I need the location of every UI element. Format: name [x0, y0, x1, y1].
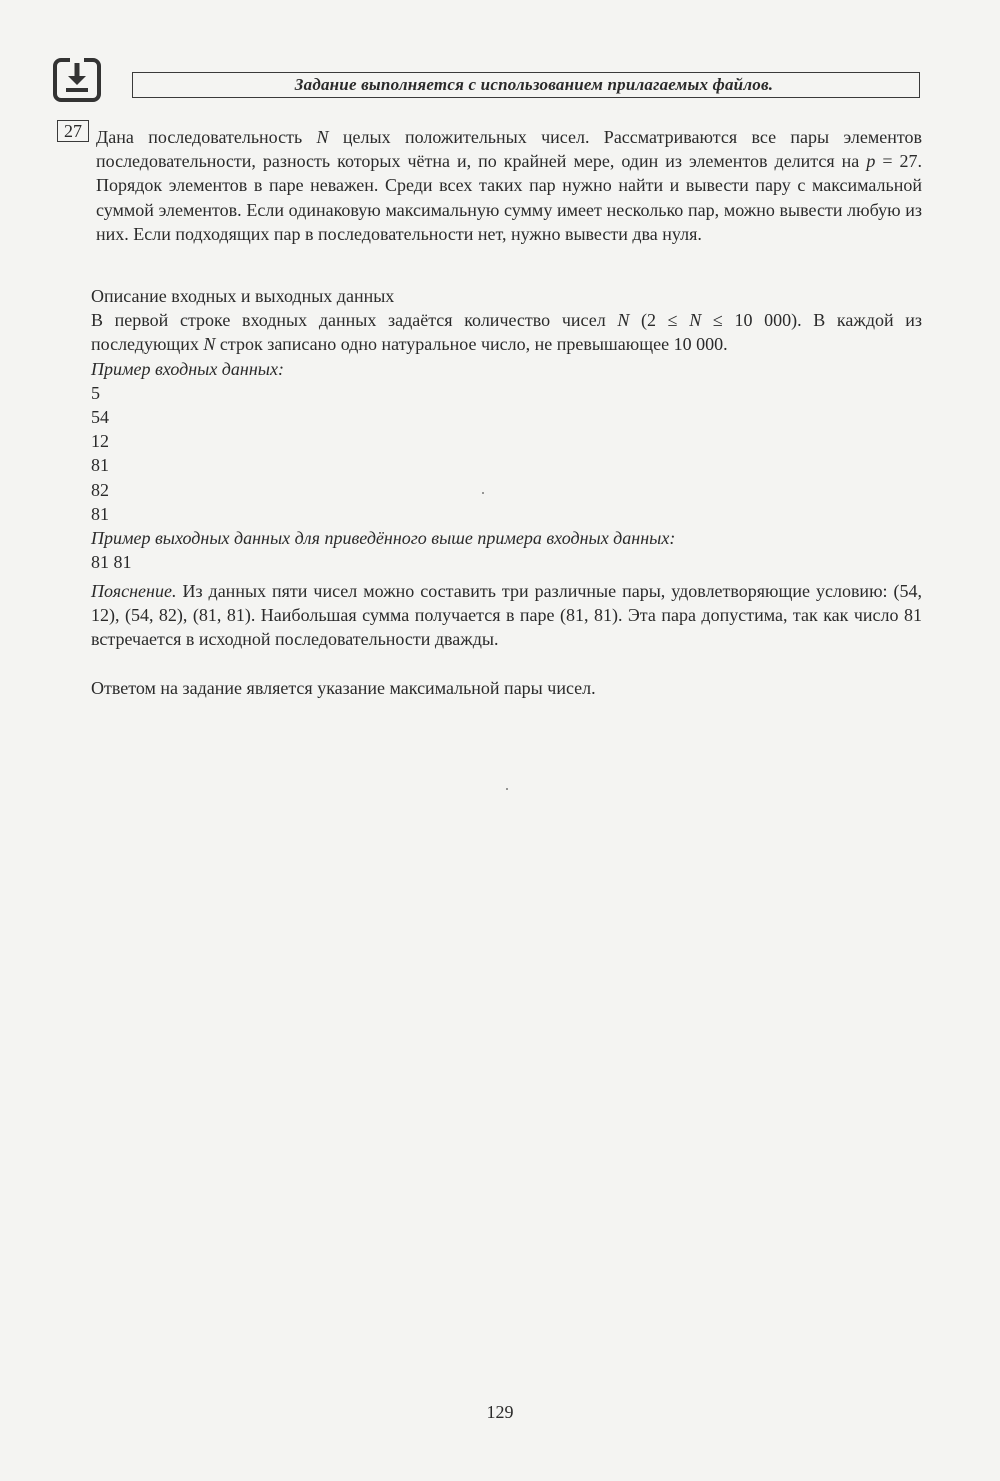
scan-speck [482, 492, 484, 494]
input-example-label: Пример входных данных: [91, 358, 284, 379]
input-example-line: 5 [91, 382, 100, 403]
statement-part: = 27. Порядок элементов в паре неважен. Среди всех таких пар нужно найти и вывести пару с максимальной суммой элементов. Если одинаковую максимальную сумму имеет несколько пар, можно вывести любую из них. Если подходящих пар в последовательности нет, нужно вывести два нуля. [96, 151, 922, 244]
answer-note: Ответом на задание является указание максимальной пары чисел. [91, 678, 596, 698]
variable-n: N [203, 334, 216, 355]
input-description-line-2 [91, 332, 922, 356]
io-section [91, 284, 922, 574]
output-example-label: Пример выходных данных для приведённого выше примера входных данных: [91, 528, 676, 549]
input-desc-text: (2 ≤ [629, 310, 690, 331]
variable-n: N [617, 310, 630, 331]
statement-part: целых положительных чисел. Рассматриваются все пары элементов последовательности, разность которых чётна и, по крайней мере, один из элементов делится на [96, 127, 922, 172]
explanation [91, 579, 922, 652]
explanation-text: Из данных пяти чисел можно составить три различные пары, удовлетворяющие условию: (54, 12), (54, 82), (81, 81). Наибольшая сумма получается в паре (81, 81). Эта пара допустима, так как число 81 встречается в исходной последовательности дважды. [91, 581, 922, 650]
input-desc-text: строк записано одно натуральное число, не превышающее 10 000. [215, 334, 728, 355]
input-example-line: 81 [91, 503, 109, 524]
scan-speck [506, 788, 508, 790]
input-desc-text: последующих [91, 334, 204, 355]
input-example-line: 54 [91, 407, 109, 428]
input-example-line: 12 [91, 431, 109, 452]
explanation-label: Пояснение. [91, 581, 177, 601]
io-heading: Описание входных и выходных данных [91, 286, 395, 306]
download-icon [53, 58, 101, 102]
task-statement [96, 125, 922, 246]
statement-part: Дана последовательность [96, 127, 317, 147]
input-example-line: 82 [91, 479, 109, 500]
page-number: 129 [486, 1402, 514, 1422]
task-number: 27 [57, 120, 89, 142]
files-notice-banner [132, 72, 920, 98]
output-example: 81 81 [91, 552, 132, 573]
variable-n: N [689, 310, 702, 331]
input-desc-text: В первой строке входных данных задаётся количество чисел [91, 310, 618, 331]
variable-p: p [866, 151, 876, 172]
input-description-line-1 [91, 308, 922, 332]
variable-n: N [316, 127, 329, 147]
input-desc-text: ≤ 10 000). В каждой из [701, 310, 923, 331]
input-example-line: 81 [91, 455, 109, 476]
files-notice-text: Задание выполняется с использованием прилагаемых файлов. [294, 75, 774, 94]
